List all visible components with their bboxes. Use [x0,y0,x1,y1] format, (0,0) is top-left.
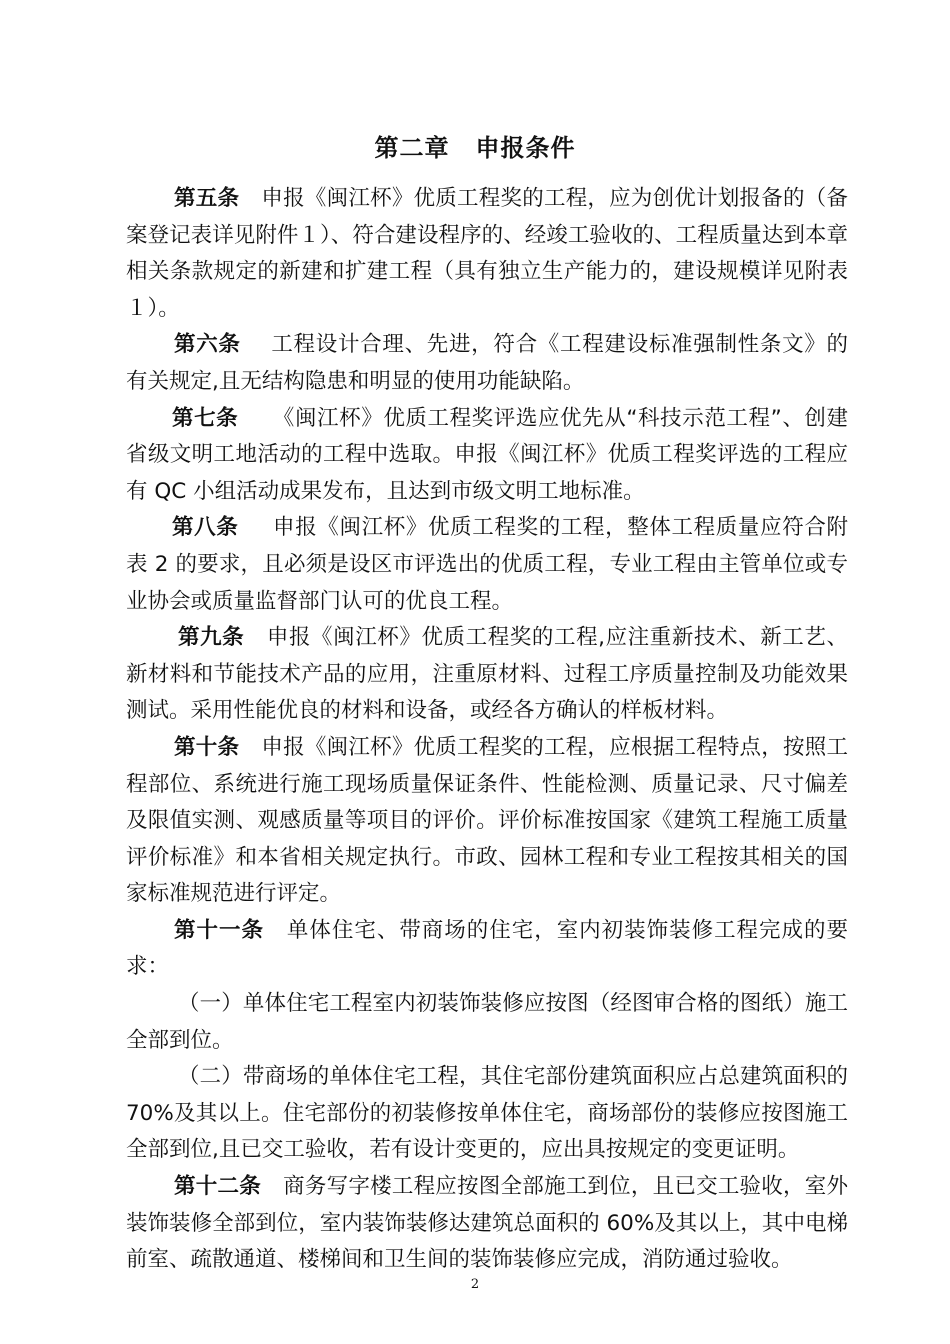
chapter-title [0,130,950,166]
article-label: 第九条 [178,625,245,651]
article-label: 第八条 [172,515,239,541]
article-text: 商务写字楼工程应按图全部施工到位，且已交工验收，室外装饰装修全部到位，室内装饰装修达建筑总面积的 60%及其以上，其中电梯前室、疏散通道、楼梯间和卫生间的装饰装修应完成，消防通过验收。 [126,1174,848,1273]
article-text: 申报《闽江杯》优质工程奖的工程，应为创优计划报备的（备案登记表详见附件１）、符合建设程序的、经竣工验收的、工程质量达到本章相关条款规定的新建和扩建工程（具有独立生产能力的，建设规模详见附表１）。 [126,186,848,321]
chapter-heading: 申报条件 [475,133,576,162]
document-body [126,181,848,1279]
article-8 [126,510,848,620]
article-5 [126,181,848,327]
article-text: 申报《闽江杯》优质工程奖的工程,应注重新技术、新工艺、新材料和节能技术产品的应用，注重原材料、过程工序质量控制及功能效果测试。采用性能优良的材料和设备，或经各方确认的样板材料。 [126,625,848,724]
chapter-number: 第二章 [374,133,450,162]
article-9 [126,620,848,730]
article-text: 《闽江杯》优质工程奖评选应优先从“科技示范工程”、创建省级文明工地活动的工程中选取。申报《闽江杯》优质工程奖评选的工程应有 QC 小组活动成果发布，且达到市级文明工地标准。 [126,405,848,504]
article-label: 第十条 [174,734,240,760]
article-10 [126,730,848,913]
article-label: 第十二条 [174,1174,261,1200]
article-7 [126,401,848,511]
sub-item-2: （二）带商场的单体住宅工程，其住宅部份建筑面积应占总建筑面积的 70%及其以上。住宅部份的初装修按单体住宅，商场部份的装修应按图施工全部到位,且已交工验收，若有设计变更的，应出具按规定的变更证明。 [126,1064,848,1163]
article-text: 申报《闽江杯》优质工程奖的工程，整体工程质量应符合附表 2 的要求，且必须是设区市评选出的优质工程，专业工程由主管单位或专业协会或质量监督部门认可的优良工程。 [126,515,848,614]
article-label: 第七条 [172,405,239,431]
article-6 [126,327,848,400]
article-text: 申报《闽江杯》优质工程奖的工程，应根据工程特点，按照工程部位、系统进行施工现场质量保证条件、性能检测、质量记录、尺寸偏差及限值实测、观感质量等项目的评价。评价标准按国家《建筑工程施工质量评价标准》和本省相关规定执行。市政、园林工程和专业工程按其相关的国家标准规范进行评定。 [126,734,848,907]
article-label: 第十一条 [174,917,264,943]
article-label: 第六条 [174,332,241,358]
article-text: 单体住宅、带商场的住宅，室内初装饰装修工程完成的要求： [126,917,848,980]
page-number: 2 [470,1277,480,1292]
article-label: 第五条 [174,186,240,211]
article-11 [126,913,848,986]
article-text: 工程设计合理、先进，符合《工程建设标准强制性条文》的有关规定,且无结构隐患和明显的使用功能缺陷。 [126,332,848,394]
sub-item-1: （一）单体住宅工程室内初装饰装修应按图（经图审合格的图纸）施工全部到位。 [126,991,848,1053]
article-12 [126,1169,848,1279]
